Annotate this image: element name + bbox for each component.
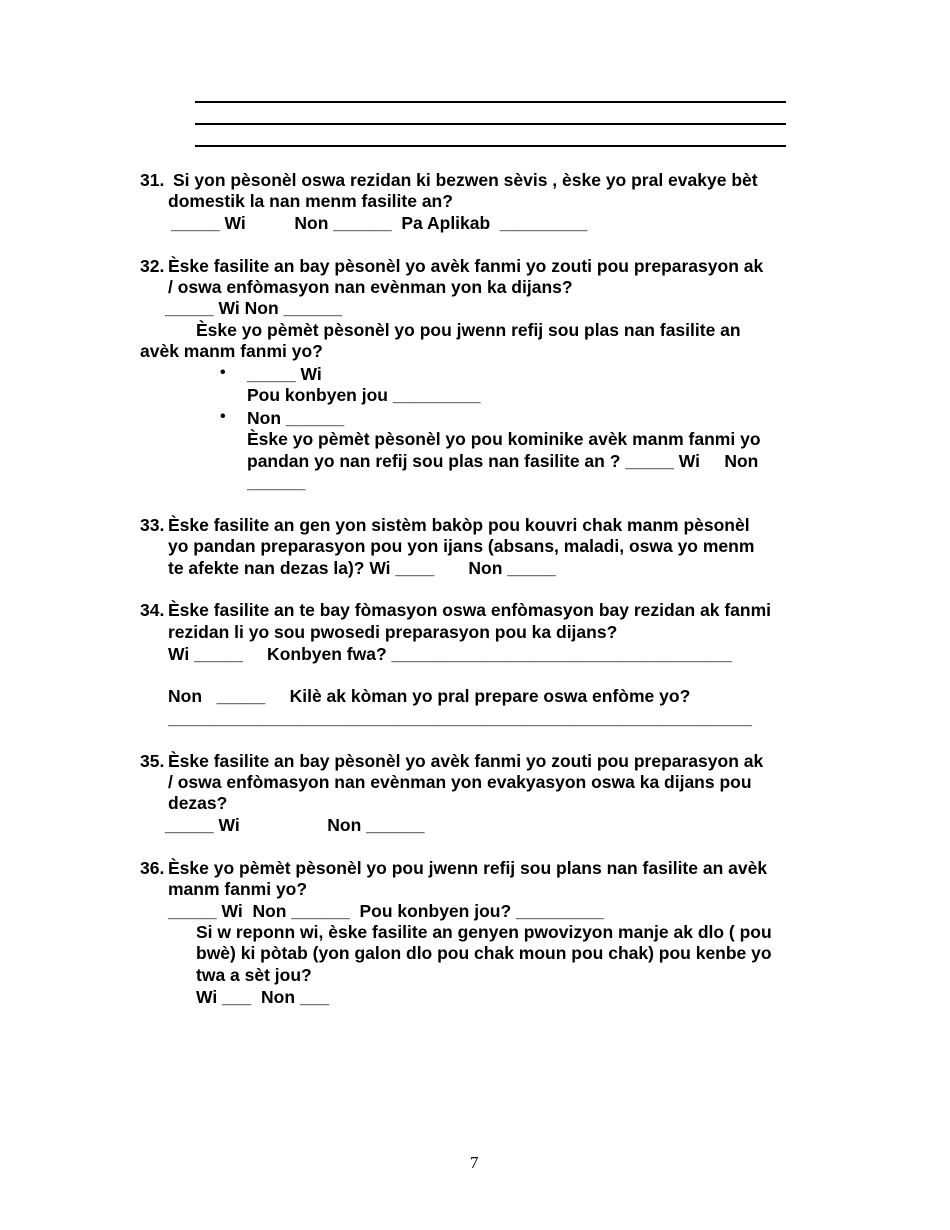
q36-answer[interactable]: _____ Wi Non ______ Pou konbyen jou? _________ [168,901,604,921]
q32-number: 32. [140,256,165,276]
q35-text-line2: / oswa enfòmasyon nan evènman yon evakyasyon oswa ka dijans pou [168,772,752,792]
q36-text-line1: Èske yo pèmèt pèsonèl yo pou jwenn refij sou plans nan fasilite an avèk [168,858,768,878]
q34-text-line1: Èske fasilite an te bay fòmasyon oswa enfòmasyon bay rezidan ak fanmi [168,600,771,620]
q36-text-line2: manm fanmi yo? [168,879,308,899]
q34-answer-line3[interactable]: ____________________________________________________________ [168,708,752,728]
q34-number: 34. [140,600,165,620]
answer-line-3 [195,145,786,147]
q35-text-line1: Èske fasilite an bay pèsonèl yo avèk fanmi yo zouti pou preparasyon ak [168,751,764,771]
q34-answer-line1[interactable]: Wi _____ Konbyen fwa? ___________________________________ [168,644,733,664]
q36-number: 36. [140,858,165,878]
q36-sub-line1: Si w reponn wi, èske fasilite an genyen pwovizyon manje ak dlo ( pou [196,922,772,942]
q33-number: 33. [140,515,165,535]
q32-text-line1: Èske fasilite an bay pèsonèl yo avèk fanmi yo zouti pou preparasyon ak [168,256,764,276]
answer-line-1 [195,101,786,103]
q33-text-line2: yo pandan preparasyon pou yon ijans (absans, maladi, oswa yo menm [168,536,755,556]
bullet-icon: • [220,364,226,381]
q32-sub-line2: avèk manm fanmi yo? [140,341,323,361]
q32-bullet1-line2[interactable]: Pou konbyen jou _________ [247,385,481,405]
q31-text-line1: Si yon pèsonèl oswa rezidan ki bezwen sèvis , èske yo pral evakye bèt [173,170,758,190]
q32-bullet2-line1[interactable]: Non ______ [247,408,345,428]
answer-line-2 [195,123,786,125]
q32-answer[interactable]: _____ Wi Non ______ [165,298,342,318]
q35-answer[interactable]: _____ Wi Non ______ [165,815,425,835]
q31-number: 31. [140,170,165,190]
q34-text-line2: rezidan li yo sou pwosedi preparasyon pou ka dijans? [168,622,618,642]
q33-text-line1: Èske fasilite an gen yon sistèm bakòp pou kouvri chak manm pèsonèl [168,515,750,535]
q35-number: 35. [140,751,165,771]
q32-bullet2-line4[interactable]: ______ [247,472,306,492]
q36-sub-line3: twa a sèt jou? [196,965,312,985]
q32-text-line2: / oswa enfòmasyon nan evènman yon ka dijans? [168,277,573,297]
q34-answer-line2[interactable]: Non _____ Kilè ak kòman yo pral prepare oswa enfòme yo? [168,686,691,706]
q36-sub-line2: bwè) ki pòtab (yon galon dlo pou chak moun pou chak) pou kenbe yo [196,943,772,963]
q36-sub-answer[interactable]: Wi ___ Non ___ [196,987,330,1007]
q32-bullet2-line3[interactable]: pandan yo nan refij sou plas nan fasilite an ? _____ Wi Non [247,451,759,471]
q31-text-line2: domestik la nan menm fasilite an? [168,191,453,211]
q32-bullet1-line1[interactable]: _____ Wi [247,364,322,384]
bullet-icon: • [220,408,226,425]
q32-sub-line1: Èske yo pèmèt pèsonèl yo pou jwenn refij sou plas nan fasilite an [196,320,741,340]
q31-answer[interactable]: _____ Wi Non ______ Pa Aplikab _________ [171,213,588,233]
q35-text-line3: dezas? [168,793,228,813]
q33-text-line3[interactable]: te afekte nan dezas la)? Wi ____ Non _____ [168,558,556,578]
q32-bullet2-line2: Èske yo pèmèt pèsonèl yo pou kominike avèk manm fanmi yo [247,429,761,449]
page-number: 7 [470,1153,479,1172]
